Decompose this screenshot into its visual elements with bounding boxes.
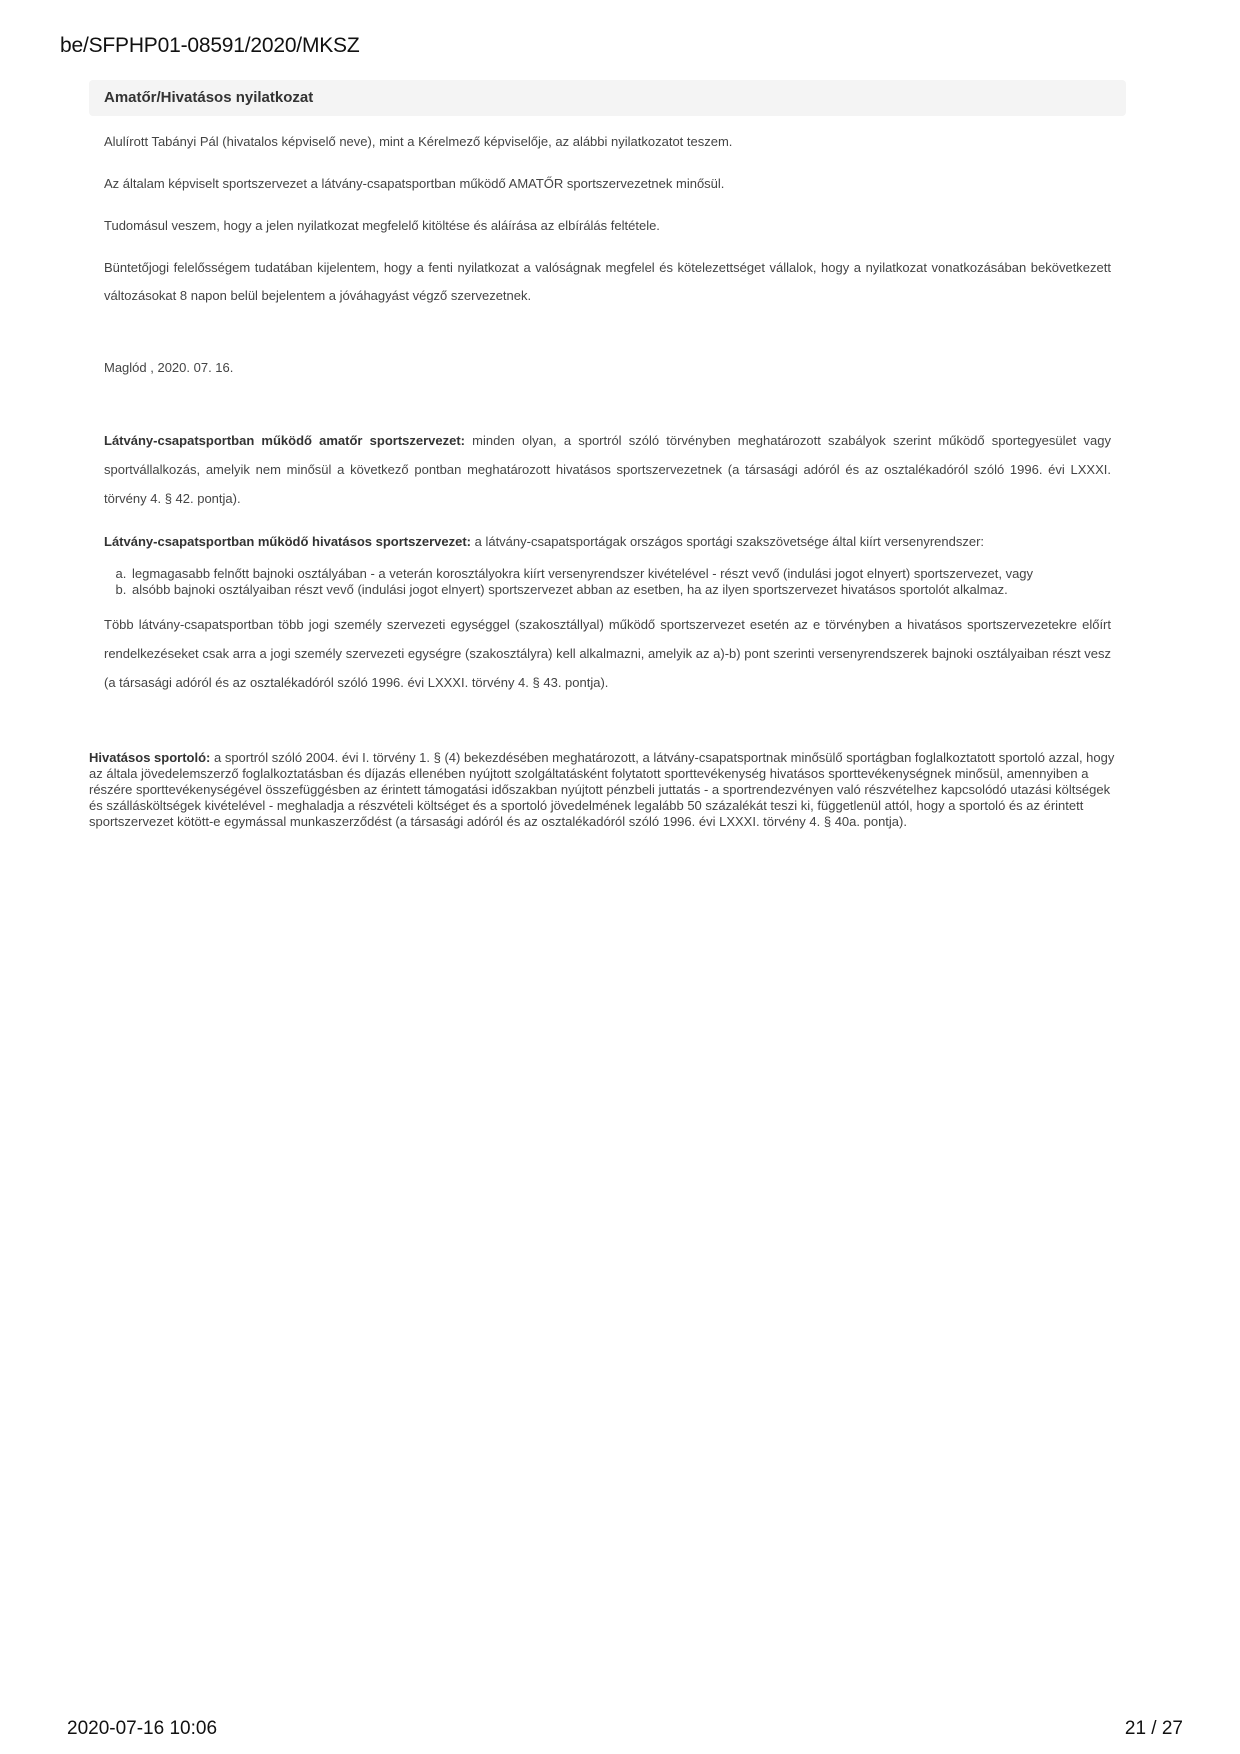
section-title: Amatőr/Hivatásos nyilatkozat — [89, 80, 1126, 116]
document-id: be/SFPHP01-08591/2020/MKSZ — [60, 34, 360, 57]
page-number: 21 / 27 — [1124, 1718, 1183, 1739]
list-item: a. legmagasabb felnőtt bajnoki osztályában - a veterán korosztályokra kiírt versenyrendszer kivételével - részt vevő (indulási jogot elnyert) sportszervezet, vagy — [130, 566, 1111, 582]
declaration-section — [89, 80, 1126, 697]
statement-paragraph: Az általam képviselt sportszervezet a látvány-csapatsportban működő AMATŐR sportszervezetnek minősül. — [104, 176, 725, 191]
definition-text: a sportról szóló 2004. évi I. törvény 1. § (4) bekezdésében meghatározott, a látvány-csapatsportnak minősülő sportágban foglalkoztatott sportoló azzal, hogy az általa jövedelemszerző foglalkoztatásban és díjazás ellenében nyújtott szolgáltatásként folytatott sporttevékenység hivatásos sporttevékenységnek minősül, amennyiben a részére sporttevékenységével összefüggésben az érintett támogatási időszakban nyújtott pénzbeli juttatás - a sportrendezvényen való részvételhez kapcsolódó utazási költségek és szállásköltségek kivételével - meghaladja a részvételi költséget és a sportoló jövedelmének legalább 50 százalékát teszi ki, függetlenül attól, hogy a sportoló és az érintett sportszervezet kötött-e egymással munkaszerződést (a társasági adóról és az osztalékadóról szóló 1996. évi LXXXI. törvény 4. § 40a. pontja). — [89, 750, 1115, 829]
multi-section-paragraph: Több látvány-csapatsportban több jogi személy szervezeti egységgel (szakosztállyal) működő sportszervezet esetén az e törvényben a hivatásos sportszervezetekre előírt rendelkezéseket csak arra a jogi személy szervezeti egységre (szakosztályra) kell alkalmazni, amelyik az a)-b) pont szerinti versenyrendszerek bajnoki osztályaiban részt vesz (a társasági adóról és az osztalékadóról szóló 1996. évi LXXXI. törvény 4. § 43. pontja). — [104, 617, 1111, 690]
statement-paragraph: Büntetőjogi felelősségem tudatában kijelentem, hogy a fenti nyilatkozat a valóságnak megfelel és kötelezettséget vállalok, hogy a nyilatkozat vonatkozásában bekövetkezett változásokat 8 napon belül bejelentem a jóváhagyást végző szervezetnek. — [104, 260, 1111, 303]
definition-term: Látvány-csapatsportban működő amatőr sportszervezet: — [104, 433, 466, 448]
competition-list — [104, 566, 1111, 598]
section-body — [89, 128, 1126, 697]
statement-paragraph: Tudomásul veszem, hogy a jelen nyilatkozat megfelelő kitöltése és aláírása az elbírálás feltétele. — [104, 218, 660, 233]
definition-term: Hivatásos sportoló: — [89, 750, 211, 765]
footer-timestamp: 2020-07-16 10:06 — [67, 1718, 218, 1739]
definition-pro — [104, 527, 1111, 556]
statement-paragraph: Alulírott Tabányi Pál (hivatalos képviselő neve), mint a Kérelmező képviselője, az alábbi nyilatkozatot teszem. — [104, 134, 733, 149]
definition-term: Látvány-csapatsportban működő hivatásos sportszervezet: — [104, 534, 471, 549]
definition-text: a látvány-csapatsportágak országos sportági szakszövetsége által kiírt versenyrendszer: — [471, 534, 985, 549]
definition-amateur — [104, 426, 1111, 513]
list-item: b. alsóbb bajnoki osztályaiban részt vevő (indulási jogot elnyert) sportszervezet abban az esetben, ha az ilyen sportszervezet hivatásos sportolót alkalmaz. — [130, 582, 1111, 598]
definition-text: minden olyan, a sportról szóló törvényben meghatározott szabályok szerint működő sportegyesület vagy sportvállalkozás, amelyik nem minősül a következő pontban meghatározott hivatásos sportszervezetnek (a társasági adóról és az osztalékadóról szóló 1996. évi LXXXI. törvény 4. § 42. pontja). — [104, 433, 1111, 506]
place-date: Maglód , 2020. 07. 16. — [104, 360, 234, 375]
definition-athlete — [89, 750, 1126, 830]
